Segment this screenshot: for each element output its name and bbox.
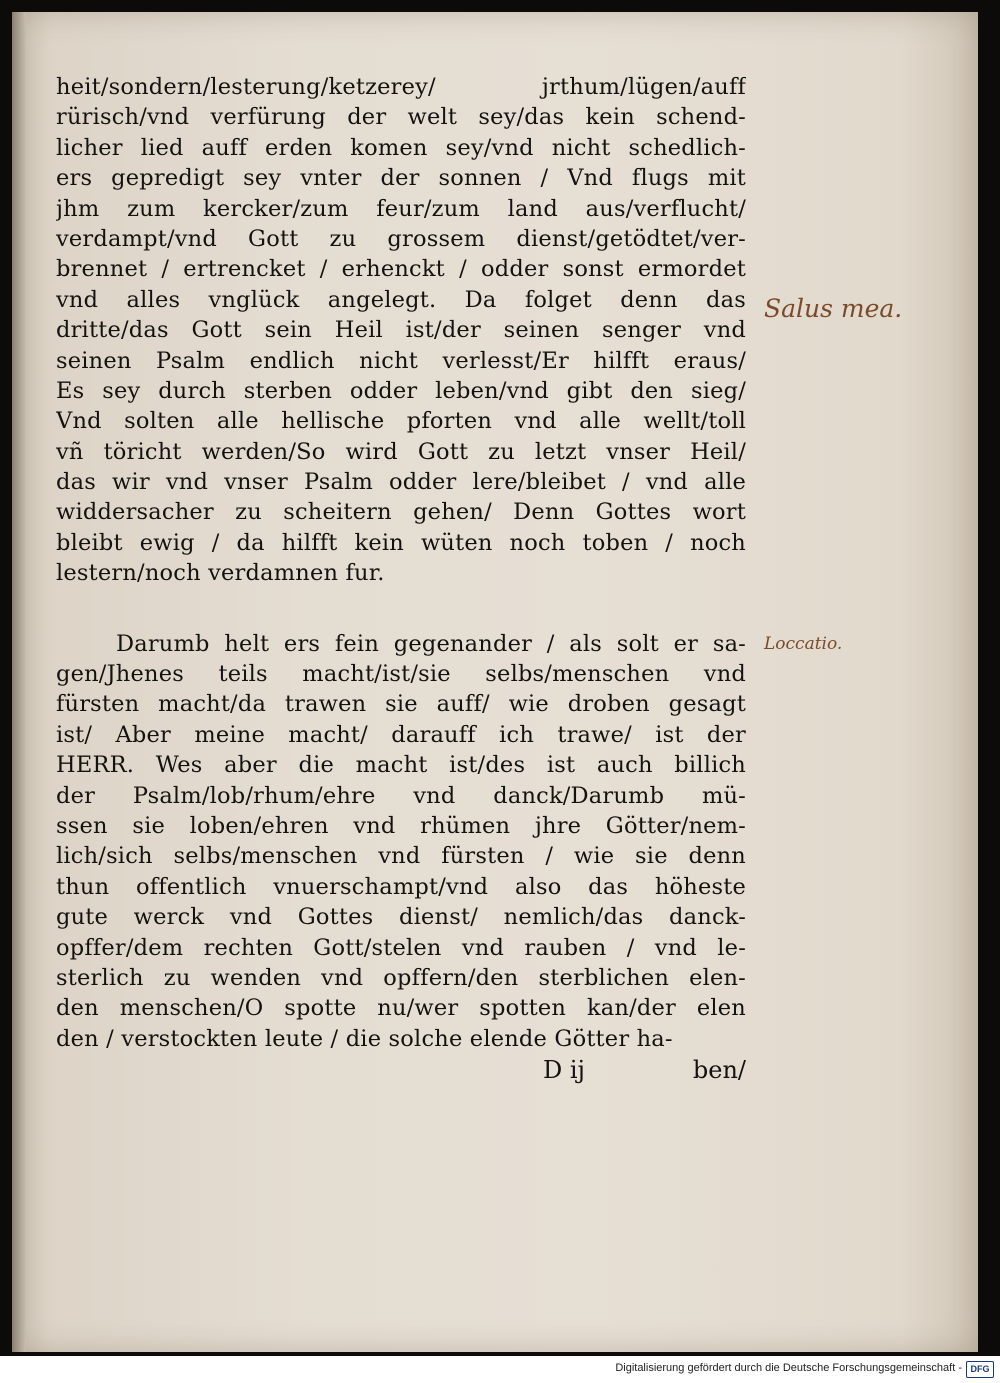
text-line: thun offentlich vnuerschampt/vnd also das höheste — [56, 873, 746, 900]
paragraph-1 — [56, 72, 746, 589]
text-line: widdersacher zu scheitern gehen/ Denn Gottes wort — [56, 499, 746, 526]
text-line: dritte/das Gott sein Heil ist/der seinen senger vnd — [56, 317, 746, 344]
text-line: ers gepredigt sey vnter der sonnen / Vnd flugs mit — [56, 165, 746, 192]
page-footer-line — [56, 1056, 746, 1090]
signature-mark: D ij — [543, 1056, 585, 1084]
text-line: licher lied auff erden komen sey/vnd nicht schedlich- — [56, 134, 746, 161]
text-line: jhm zum kercker/zum feur/zum land aus/verflucht/ — [56, 195, 746, 222]
text-line: der Psalm/lob/rhum/ehre vnd danck/Darumb mü- — [56, 782, 746, 809]
text-line: den / verstockten leute / die solche elende Götter ha- — [56, 1025, 673, 1052]
text-line: das wir vnd vnser Psalm odder lere/bleibet / vnd alle — [56, 469, 746, 496]
text-line: bleibt ewig / da hilfft kein wüten noch toben / noch — [56, 529, 746, 556]
funding-credit-text: Digitalisierung gefördert durch die Deutsche Forschungsgemeinschaft - — [615, 1362, 962, 1374]
text-line: opffer/dem rechten Gott/stelen vnd rauben / vnd le- — [56, 934, 746, 961]
text-line: verdampt/vnd Gott zu grossem dienst/getödtet/ver- — [56, 225, 746, 252]
digitization-credit-bar — [0, 1356, 1000, 1383]
text-line: ist/ Aber meine macht/ darauff ich trawe/ ist der — [56, 721, 746, 748]
text-line: rürisch/vnd verfürung der welt sey/das kein schend- — [56, 104, 746, 131]
text-line: heit/sondern/lesterung/ketzerey/ jrthum/lügen/auff — [56, 74, 746, 100]
paragraph-2 — [56, 629, 746, 1054]
text-line: lestern/noch verdamnen fur. — [56, 560, 385, 587]
text-line: brennet / ertrencket / erhenckt / odder sonst ermordet — [56, 256, 746, 283]
text-line: Es sey durch sterben odder leben/vnd gibt den sieg/ — [56, 377, 746, 404]
text-line: gute werck vnd Gottes dienst/ nemlich/das danck- — [56, 904, 746, 931]
text-line: den menschen/O spotte nu/wer spotten kan/der elen — [56, 995, 746, 1022]
text-line: sterlich zu wenden vnd opffern/den sterblichen elen- — [56, 964, 746, 991]
margin-note-salus-mea: Salus mea. — [764, 294, 903, 323]
text-line: ssen sie loben/ehren vnd rhümen jhre Götter/nem- — [56, 812, 746, 839]
text-line: lich/sich selbs/menschen vnd fürsten / wie sie denn — [56, 843, 746, 870]
main-text-block — [56, 72, 746, 1054]
text-line: Darumb helt ers fein gegenander / als solt er sa- — [116, 630, 746, 657]
text-line: vñ töricht werden/So wird Gott zu letzt vnser Heil/ — [56, 438, 746, 465]
text-line: vnd alles vnglück angelegt. Da folget denn das — [56, 286, 746, 313]
margin-note-loccatio: Loccatio. — [764, 634, 843, 654]
page-gutter-edge — [12, 12, 26, 1352]
text-line: gen/Jhenes teils macht/ist/sie selbs/menschen vnd — [56, 661, 746, 688]
catchword: ben/ — [692, 1056, 746, 1084]
paragraph-gap — [56, 589, 746, 629]
text-line: fürsten macht/da trawen sie auff/ wie droben gesagt — [56, 691, 746, 718]
text-line: seinen Psalm endlich nicht verlesst/Er hilfft eraus/ — [56, 347, 746, 374]
text-line: Vnd solten alle hellische pforten vnd alle wellt/toll — [56, 408, 746, 435]
dfg-logo: DFG — [966, 1361, 994, 1378]
text-line: HERR. Wes aber die macht ist/des ist auch billich — [56, 752, 746, 779]
